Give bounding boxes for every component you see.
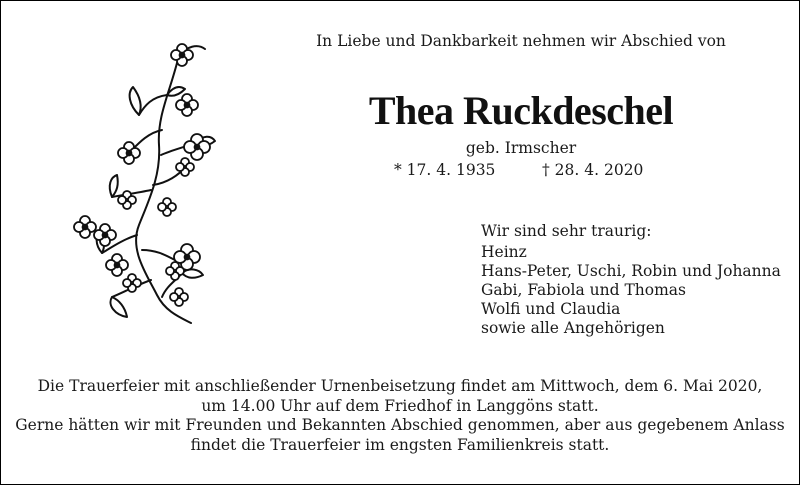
mourners-block xyxy=(481,222,781,338)
intro-text: In Liebe und Dankbarkeit nehmen wir Abschied von xyxy=(316,32,726,50)
birth-name: geb. Irmscher xyxy=(465,139,577,157)
mourner-line: sowie alle Angehörigen xyxy=(481,319,665,337)
mourner-line: Hans-Peter, Uschi, Robin und Johanna xyxy=(481,262,781,280)
ceremony-notice xyxy=(1,377,799,455)
birth-date: * 17. 4. 1935 xyxy=(394,161,496,179)
ceremony-line: um 14.00 Uhr auf dem Friedhof in Langgöns statt. xyxy=(201,396,599,415)
mourner-line: Gabi, Fabiola und Thomas xyxy=(481,281,686,299)
mourners-heading: Wir sind sehr traurig: xyxy=(481,222,652,240)
ceremony-line: findet die Trauerfeier im engsten Familienkreis statt. xyxy=(190,435,610,454)
ceremony-line: Die Trauerfeier mit anschließender Urnenbeisetzung findet am Mittwoch, dem 6. Mai 2020, xyxy=(37,377,763,395)
mourner-line: Wolfi und Claudia xyxy=(481,300,621,318)
ceremony-line: Gerne hätten wir mit Freunden und Bekannten Abschied genommen, aber aus gegebenem Anlass xyxy=(15,416,785,434)
death-date: † 28. 4. 2020 xyxy=(542,161,644,179)
mourner-line: Heinz xyxy=(481,243,527,261)
flowering-branch-icon xyxy=(67,35,217,327)
deceased-name: Thea Ruckdeschel xyxy=(368,88,674,133)
